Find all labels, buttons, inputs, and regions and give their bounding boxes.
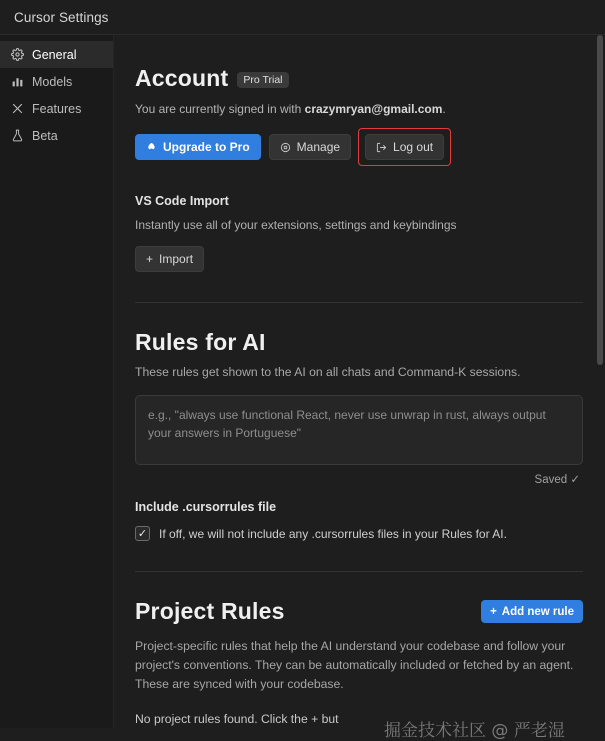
flask-icon [10,129,24,143]
status-badge: Pro Trial [237,72,288,88]
window-title: Cursor Settings [14,9,109,25]
project-rules-heading: Project Rules [135,598,285,625]
plus-icon: + [490,605,497,618]
scrollbar-thumb[interactable] [597,35,603,365]
account-header [135,65,583,92]
rules-for-ai-heading: Rules for AI [135,329,266,356]
sidebar-item-label: Models [32,74,73,89]
puzzle-icon [10,102,24,116]
watermark: 掘金技术社区 @ 严老湿 [384,721,565,741]
import-button[interactable] [135,246,204,272]
sidebar-item-general[interactable] [0,41,113,68]
sidebar-item-features[interactable] [0,95,113,122]
project-rules-empty-text: No project rules found. Click the + but [135,712,339,727]
sidebar-item-label: General [32,47,77,62]
include-cursorrules-label: If off, we will not include any .cursorrules files in your Rules for AI. [159,526,507,541]
page-title: Account [135,65,229,91]
rules-for-ai-description: These rules get shown to the AI on all chats and Command-K sessions. [135,365,521,380]
upgrade-to-pro-label: Upgrade to Pro [163,140,250,154]
manage-label: Manage [296,140,341,154]
vertical-scrollbar[interactable] [595,35,605,728]
window-body [0,35,605,741]
include-cursorrules-heading: Include .cursorrules file [135,500,277,515]
vscode-import-heading: VS Code Import [135,194,229,208]
add-new-rule-label: Add new rule [501,605,574,618]
sidebar-item-label: Features [32,101,82,116]
signed-in-suffix: . [442,102,446,116]
gear-icon [10,48,24,62]
manage-button[interactable] [269,134,351,160]
logout-button[interactable] [365,134,444,160]
signed-in-prefix: You are currently signed in with [135,102,305,116]
chart-icon [10,75,24,89]
divider [135,302,583,303]
signed-in-text [135,102,583,116]
import-label: Import [159,252,194,267]
include-cursorrules-row [135,526,583,541]
vscode-import-description: Instantly use all of your extensions, settings and keybindings [135,218,457,232]
vscode-import-actions [135,246,583,272]
include-cursorrules-checkbox[interactable]: ✓ [135,526,150,541]
logout-highlight [358,128,451,166]
logout-label: Log out [393,140,434,154]
project-rules-description: Project-specific rules that help the AI understand your codebase and follow your project's conventions. They can be automatically included or fetched by an agent. These are synced with your codebase. [135,639,574,692]
add-new-rule-button[interactable] [481,600,583,623]
upgrade-to-pro-button[interactable] [135,134,261,160]
plus-icon: + [146,252,154,267]
account-actions [135,128,583,166]
project-rules-header [135,598,583,625]
sidebar-item-label: Beta [32,128,58,143]
divider [135,571,583,572]
title-bar [0,0,605,35]
gear-icon [280,142,291,153]
logout-icon [376,142,387,153]
settings-content [114,35,605,728]
sidebar-item-models[interactable] [0,68,113,95]
account-email: crazymryan@gmail.com [304,102,443,116]
saved-status: Saved ✓ [534,474,580,487]
settings-main-panel [114,35,605,741]
sidebar-item-beta[interactable] [0,122,113,149]
rocket-icon [146,142,157,153]
settings-sidebar [0,35,114,728]
rules-for-ai-input[interactable]: e.g., "always use functional React, never use unwrap in rust, always output your answers in Portuguese" [135,395,583,465]
